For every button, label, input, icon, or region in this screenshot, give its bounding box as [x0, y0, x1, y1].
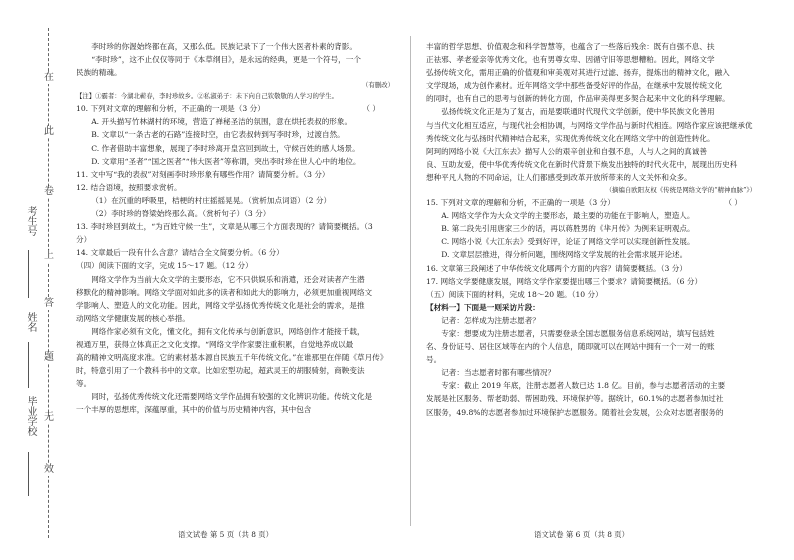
passage-line: 网络文学作为当前大众文学的主要形态，它不只供娱乐和消遣，还会对读者产生潜 — [91, 274, 365, 284]
interview-line: 发展是社区服务、帮老助弱、帮困助残、环境保护等。据统计，60.1%的志愿者参加过社 — [426, 394, 724, 404]
passage-line: 高的精神文明高度求准。它的素材基本源自民族五千年传统文化。”在谁那里在伴随《草月传》 — [76, 353, 388, 363]
binding-char: 上 — [44, 250, 54, 261]
passage-line: 阿珂的网络小说《大江东去》描写人公的艰辛创业和自强不息，人与人之间的真诚善 — [426, 146, 707, 156]
left-column — [76, 40, 394, 417]
school-line[interactable] — [28, 452, 29, 496]
label-name: 姓名 — [25, 312, 36, 332]
passage-line: 良、互助友爱，使中华优秀传统文化在新时代背景下焕发出独特的时代火花中，展现出历史科 — [426, 159, 738, 169]
binding-char: 在 — [44, 72, 54, 83]
exam-number-line[interactable] — [28, 250, 29, 298]
column-divider — [410, 36, 411, 526]
option-c: C. 网络小说《大江东去》受到好评，论证了网络文学可以实现创新性发展。 — [441, 237, 695, 247]
passage-line: 弘扬传统文化正是为了复古，而是要联通时代现代文学创新，使中华民族文化善用 — [441, 107, 715, 117]
binding-char: 效 — [44, 464, 54, 475]
interview-line: 记者：怎样成为注册志愿者？ — [441, 315, 540, 325]
passage-line: 移默化的精神影响。网络文学面对如此多的读者和如此大的影响力，必须更加重视网络文 — [76, 287, 373, 297]
question-16: 16. 文章第三段阐述了中华传统文化哪两个方面的内容？请简要概括。（3 分） — [426, 263, 687, 273]
question-12-1: （1）在沉重的呼吸里，桔梗的村庄摇摇晃晃。（赏析加点词语）（2 分） — [91, 195, 332, 205]
binding-margin — [0, 0, 70, 560]
passage-line: 同时，弘扬优秀传统文化还需要网络文学作品拥有较强的文化辨识功能。传统文化是 — [91, 392, 373, 402]
binding-char: 无 — [44, 412, 54, 423]
attribution: （摘编自欧阳友权《传统是网络文学的“精神血脉”》） — [605, 186, 756, 195]
interview-line: 专家：想要成为注册志愿者，只需要登录全国志愿服务信息系统网站，填写包括姓 — [441, 328, 715, 338]
interview-line: 记者：当志愿者时都有哪些情况？ — [441, 368, 556, 378]
passage-line: 正祛邪、孝老爱亲等优秀文化，也有男尊女卑、因循守旧等思想糟粕。因此，网络文学 — [426, 55, 715, 65]
passage-line: 李时珍的你渥始终都在高，又那么低。民族记录下了一个伟大医者朴素的背影。 — [91, 42, 357, 51]
passage-line: 一个丰厚的思想库，深蕴厚重，其中的价值与历史精神内容，其中包含 — [76, 405, 312, 415]
question-12-2: （2）李时珍的脊梁始终那么高。（赏析句子）（3 分） — [91, 209, 271, 219]
passage-line: 想种平凡人物的不同命运，让人们都感受到改革开放所带来的人文关怀和众多。 — [426, 172, 692, 182]
binding-char: 题 — [44, 352, 54, 363]
attribution: （有删改） — [362, 81, 394, 90]
option-c: C. 作者借助丰富想象，展现了李时珍离开皇宫回到故土，守候百姓的感人场景。 — [91, 143, 360, 153]
passage-line: 网络作家必须有文化，懂文化，拥有文化传承与创新意识，网络创作才能接千载， — [91, 326, 365, 336]
option-a: A. 开头描写竹林湖村的环境，营造了禅秘圣洁的氛围，意在烘托表叔的形象。 — [91, 117, 353, 127]
question-10 — [76, 102, 394, 115]
page-footer-right: 语文试卷 第 6 页（共 8 页） — [534, 530, 630, 539]
question-11: 11. 文中写“我的表叔”对刻画李时珍形象有哪些作用？请简要分析。（3 分） — [76, 169, 330, 179]
passage-line: 丰富的哲学思想、价值观念和科学智慧等，也蕴含了一些落后残余：既有自强不息、扶 — [426, 42, 715, 51]
question-14: 14. 文章最后一段有什么含意？请结合全文简要分析。（6 分） — [76, 248, 284, 258]
passage-line: 与当代文化相互适应，与现代社会相协调，与网络文学作品与新时代相连。网络作家应该把继承优 — [426, 120, 753, 130]
passage-line: 动网络文学健康发展的核心举措。 — [76, 313, 190, 323]
option-a: A. 网络文学作为大众文学的主要形态，最主要的功能在于影响人，塑造人。 — [441, 211, 695, 221]
option-b: B. 第二段先引用唐家三少的话，再以蒋胜男的《芈月传》为例来证明观点。 — [441, 224, 695, 234]
section-5-heading: （五）阅读下面的材料，完成 18～20 题。（10 分） — [426, 289, 603, 299]
passage-line: 文学现场，成为创作素材。近年网络文学中那些备受好评的作品，在继承中发展传统文化 — [426, 81, 723, 91]
question-13-cont: 分） — [76, 235, 92, 245]
passage-line: 的同时，也有自己的思考与创新的转化方面，作品审美得更多契合起来中文化的科学理解。 — [426, 94, 730, 104]
interview-line: 名、身份证号、居住区域等在内的个人信息，随即就可以在网站中拥有一个一对一的账 — [426, 342, 715, 352]
label-exam-number: 考生号 — [25, 206, 36, 236]
footnote: 【注】①霸者：今湖北蕲春，李时珍故乡。②私淑弟子：未下向自己钦敬敬的人学习的学生。 — [76, 92, 339, 101]
passage-line: 等。 — [76, 379, 92, 389]
question-10-text: 10. 下列对文章的理解和分析，不正确的一项是（3 分） — [76, 104, 265, 114]
option-d: D. 文章用“圣者”“国之医者”“伟大医者”等称谓，突出李时珍在世人心中的地位。 — [91, 156, 361, 166]
binding-char: 答 — [44, 298, 54, 309]
answer-bracket[interactable]: （ ） — [362, 104, 380, 114]
name-line[interactable] — [28, 342, 29, 388]
question-15-text: 15. 下列对文章的理解和分析，不正确的一项是（3 分） — [426, 198, 615, 208]
interview-line: 专家：截止 2019 年底，注册志愿者人数已达 1.8 亿。目前，参与志愿者活动的主要 — [441, 381, 726, 391]
interview-line: 号。 — [426, 355, 442, 365]
interview-line: 区服务，49.8%的志愿者参加过环境保护志愿服务。随着社会发展，公众对志愿者服务的 — [426, 407, 724, 417]
passage-line: 弘扬传统文化，需用正确的价值观和审美观对其进行过滤、扬弃，提炼出的精神文化，融入 — [426, 68, 730, 78]
option-b: B. 文章以“一条古老的石路”连接时空，由它表叔转到写李时珍，过渡自然。 — [91, 130, 345, 140]
passage-line: 时，特意引用了一个教科书中的文章。比如宏型功起，超武灵王的胡服骑射，商鞅变法 — [76, 366, 365, 376]
question-12: 12. 结合语境，按照要求赏析。 — [76, 182, 182, 192]
material-1-heading: 【材料一】下面是一则采访片段： — [426, 302, 540, 312]
passage-line: 秀传统文化与弘扬时代精神结合起来，实现优秀传统文化在网络文学中的创造性转化。 — [426, 133, 715, 143]
question-17: 17. 网络文学要健康发展，网络文学作家要提出哪三个要求？请简要概括。（6 分） — [426, 276, 703, 286]
binding-char: 卷 — [44, 186, 54, 197]
passage-line: 学影响人、塑造人的文化功能。因此，网络文学弘扬优秀传统文化是社会的需求，是推 — [76, 300, 365, 310]
passage-line: 视通万里，获得立体真正之文化支撑。“网络文学作家要注重积累，自觉地养成以最 — [76, 339, 354, 349]
answer-bracket[interactable]: （ ） — [724, 198, 742, 208]
page-footer-left: 语文试卷 第 5 页（共 8 页） — [178, 530, 274, 539]
binding-dashed-line — [48, 28, 49, 538]
right-column — [426, 40, 756, 419]
passage-line: 民族的精魂。 — [76, 68, 122, 78]
option-d: D. 文章层层推进，得分析问题，围绕网络文学发展的社会需求展开论述。 — [441, 250, 688, 260]
passage-line: “李时珍”，这不止仅仅等同于《本草纲目》，是永远的经典，更是一个符号，一个 — [91, 55, 361, 65]
section-4-heading: （四）阅读下面的文字，完成 15～17 题。（12 分） — [76, 261, 253, 271]
question-15 — [426, 196, 756, 209]
label-school: 毕业学校 — [25, 396, 36, 436]
question-13: 13. 李时珍回到故土，“为百姓守候一生”，文章是从哪三个方面表现的？请简要概括。（3 — [76, 222, 373, 232]
binding-char: 此 — [44, 126, 54, 137]
